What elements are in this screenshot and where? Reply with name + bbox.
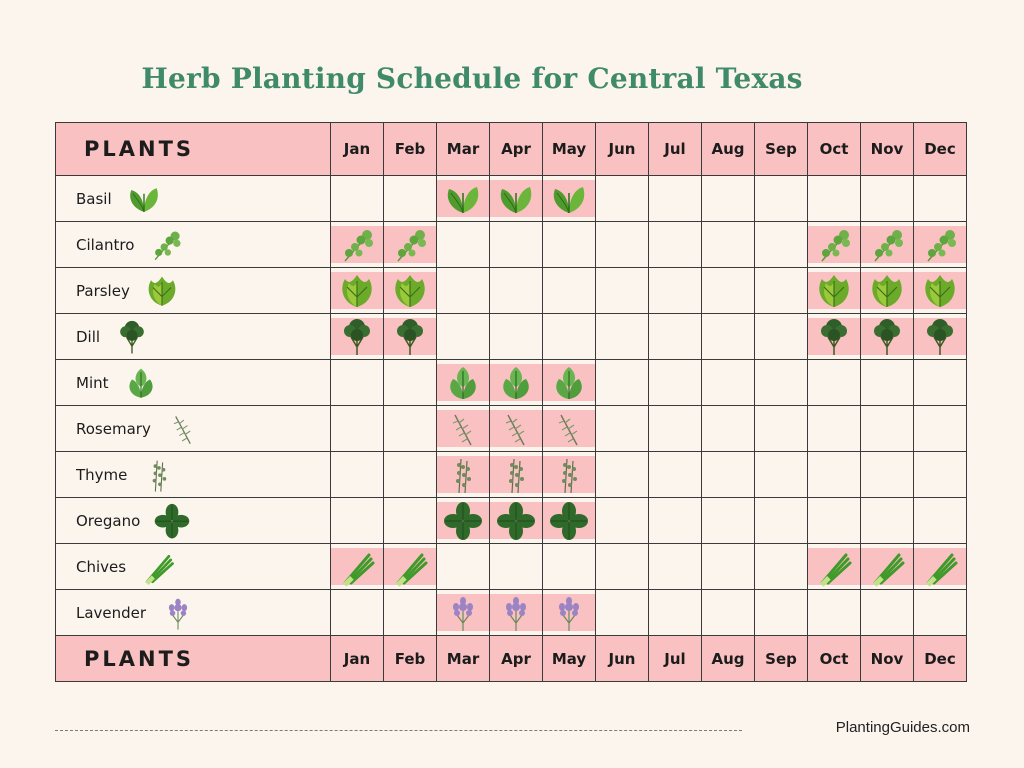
footer-row-month-sep: Sep [755, 636, 808, 682]
month-cell-sep [755, 176, 808, 222]
month-cell-jun [596, 590, 649, 636]
footer-row-month-apr: Apr [490, 636, 543, 682]
month-cell-dec [914, 176, 967, 222]
month-cell-aug [702, 268, 755, 314]
month-cell-dec [914, 452, 967, 498]
month-cell-dec [914, 498, 967, 544]
chives-icon [138, 549, 178, 585]
month-cell-dec [914, 544, 967, 590]
month-cell-apr [490, 222, 543, 268]
plant-cell [56, 544, 331, 590]
month-cell-sep [755, 268, 808, 314]
parsley-icon [142, 273, 182, 309]
month-cell-jan [331, 590, 384, 636]
month-cell-jan [331, 452, 384, 498]
month-cell-may [543, 222, 596, 268]
header-row-month-mar: Mar [437, 123, 490, 176]
month-cell-may [543, 544, 596, 590]
header-row-month-oct: Oct [808, 123, 861, 176]
plant-cell [56, 314, 331, 360]
month-cell-jul [649, 406, 702, 452]
month-cell-jul [649, 176, 702, 222]
footer-row-month-jul: Jul [649, 636, 702, 682]
plant-cell [56, 590, 331, 636]
month-cell-jan [331, 544, 384, 590]
month-cell-aug [702, 176, 755, 222]
header-row-month-nov: Nov [861, 123, 914, 176]
month-cell-jun [596, 498, 649, 544]
month-cell-jul [649, 360, 702, 406]
plant-name: Chives [76, 557, 127, 576]
header-row-month-jul: Jul [649, 123, 702, 176]
month-cell-nov [861, 406, 914, 452]
month-cell-oct [808, 544, 861, 590]
month-cell-aug [702, 452, 755, 498]
month-cell-jan [331, 176, 384, 222]
month-cell-may [543, 406, 596, 452]
cilantro-icon [146, 227, 186, 263]
month-cell-jan [331, 498, 384, 544]
basil-icon [124, 181, 164, 217]
footer-row-plants-label: PLANTS [56, 636, 331, 682]
month-cell-dec [914, 222, 967, 268]
month-cell-mar [437, 498, 490, 544]
month-cell-jan [331, 314, 384, 360]
month-cell-jul [649, 498, 702, 544]
footer-row-month-feb: Feb [384, 636, 437, 682]
month-cell-dec [914, 590, 967, 636]
plant-cell [56, 452, 331, 498]
month-cell-apr [490, 314, 543, 360]
month-cell-may [543, 452, 596, 498]
plant-name: Thyme [76, 465, 128, 484]
month-cell-nov [861, 452, 914, 498]
header-row [56, 123, 967, 176]
month-cell-apr [490, 406, 543, 452]
month-cell-apr [490, 590, 543, 636]
plant-cell [56, 498, 331, 544]
month-cell-jun [596, 544, 649, 590]
mint-icon [121, 365, 161, 401]
month-cell-apr [490, 452, 543, 498]
plant-cell [56, 176, 331, 222]
month-cell-sep [755, 360, 808, 406]
month-cell-jul [649, 452, 702, 498]
month-cell-aug [702, 406, 755, 452]
month-cell-mar [437, 406, 490, 452]
month-cell-feb [384, 590, 437, 636]
plant-name: Basil [76, 189, 112, 208]
month-cell-jun [596, 360, 649, 406]
header-row-month-feb: Feb [384, 123, 437, 176]
plant-row-rosemary [56, 406, 967, 452]
footer-divider [55, 730, 742, 731]
month-cell-sep [755, 452, 808, 498]
month-cell-mar [437, 268, 490, 314]
month-cell-apr [490, 360, 543, 406]
footer-row [56, 636, 967, 682]
month-cell-sep [755, 498, 808, 544]
month-cell-jun [596, 268, 649, 314]
month-cell-feb [384, 176, 437, 222]
plant-name: Cilantro [76, 235, 135, 254]
month-cell-oct [808, 406, 861, 452]
month-cell-nov [861, 314, 914, 360]
month-cell-aug [702, 360, 755, 406]
month-cell-jun [596, 176, 649, 222]
month-cell-may [543, 176, 596, 222]
footer-row-month-mar: Mar [437, 636, 490, 682]
month-cell-dec [914, 314, 967, 360]
month-cell-apr [490, 176, 543, 222]
plant-name: Lavender [76, 603, 147, 622]
month-cell-oct [808, 176, 861, 222]
plant-row-cilantro [56, 222, 967, 268]
footer-row-month-dec: Dec [914, 636, 967, 682]
month-cell-nov [861, 222, 914, 268]
month-cell-mar [437, 314, 490, 360]
month-cell-may [543, 268, 596, 314]
month-cell-aug [702, 222, 755, 268]
month-cell-nov [861, 360, 914, 406]
month-cell-jan [331, 268, 384, 314]
plant-row-mint [56, 360, 967, 406]
month-cell-dec [914, 406, 967, 452]
oregano-icon [152, 503, 192, 539]
month-cell-feb [384, 498, 437, 544]
header-row-plants-label: PLANTS [56, 123, 331, 176]
month-cell-jul [649, 544, 702, 590]
month-cell-aug [702, 314, 755, 360]
plant-row-chives [56, 544, 967, 590]
month-cell-feb [384, 452, 437, 498]
month-cell-feb [384, 268, 437, 314]
dill-icon [112, 319, 152, 355]
footer-site-name: PlantingGuides.com [835, 719, 970, 736]
rosemary-icon [163, 411, 203, 447]
plant-row-dill [56, 314, 967, 360]
month-cell-feb [384, 314, 437, 360]
month-cell-oct [808, 452, 861, 498]
month-cell-may [543, 590, 596, 636]
month-cell-feb [384, 360, 437, 406]
header-row-month-dec: Dec [914, 123, 967, 176]
header-row-month-apr: Apr [490, 123, 543, 176]
plant-row-thyme [56, 452, 967, 498]
month-cell-mar [437, 222, 490, 268]
month-cell-aug [702, 498, 755, 544]
month-cell-sep [755, 544, 808, 590]
month-cell-apr [490, 498, 543, 544]
month-cell-jan [331, 406, 384, 452]
month-cell-aug [702, 590, 755, 636]
month-cell-may [543, 498, 596, 544]
month-cell-mar [437, 544, 490, 590]
plant-name: Parsley [76, 281, 130, 300]
month-cell-nov [861, 498, 914, 544]
month-cell-nov [861, 590, 914, 636]
month-cell-jul [649, 268, 702, 314]
month-cell-nov [861, 176, 914, 222]
lavender-icon [158, 595, 198, 631]
plant-cell [56, 406, 331, 452]
header-row-month-aug: Aug [702, 123, 755, 176]
month-cell-sep [755, 590, 808, 636]
plant-name: Oregano [76, 511, 141, 530]
month-cell-oct [808, 268, 861, 314]
month-cell-jan [331, 222, 384, 268]
planting-schedule-table [55, 122, 967, 682]
month-cell-jun [596, 314, 649, 360]
header-row-month-jan: Jan [331, 123, 384, 176]
month-cell-apr [490, 268, 543, 314]
month-cell-jul [649, 314, 702, 360]
month-cell-feb [384, 544, 437, 590]
month-cell-oct [808, 360, 861, 406]
month-cell-mar [437, 176, 490, 222]
footer-row-month-oct: Oct [808, 636, 861, 682]
month-cell-feb [384, 406, 437, 452]
footer-row-month-jan: Jan [331, 636, 384, 682]
month-cell-oct [808, 590, 861, 636]
header-row-month-may: May [543, 123, 596, 176]
page-title: Herb Planting Schedule for Central Texas [141, 62, 803, 95]
header-row-month-jun: Jun [596, 123, 649, 176]
plant-row-oregano [56, 498, 967, 544]
plant-row-lavender [56, 590, 967, 636]
month-cell-may [543, 360, 596, 406]
footer-row-month-jun: Jun [596, 636, 649, 682]
month-cell-oct [808, 314, 861, 360]
month-cell-jun [596, 452, 649, 498]
plant-row-parsley [56, 268, 967, 314]
plant-row-basil [56, 176, 967, 222]
footer-row-month-aug: Aug [702, 636, 755, 682]
footer-row-month-nov: Nov [861, 636, 914, 682]
month-cell-jun [596, 222, 649, 268]
plant-cell [56, 360, 331, 406]
plant-cell [56, 222, 331, 268]
plant-name: Dill [76, 327, 101, 346]
month-cell-sep [755, 314, 808, 360]
month-cell-sep [755, 222, 808, 268]
month-cell-nov [861, 268, 914, 314]
month-cell-dec [914, 360, 967, 406]
month-cell-sep [755, 406, 808, 452]
month-cell-oct [808, 222, 861, 268]
month-cell-jun [596, 406, 649, 452]
thyme-icon [139, 457, 179, 493]
month-cell-jan [331, 360, 384, 406]
plant-name: Mint [76, 373, 109, 392]
month-cell-oct [808, 498, 861, 544]
month-cell-feb [384, 222, 437, 268]
month-cell-jul [649, 590, 702, 636]
month-cell-may [543, 314, 596, 360]
month-cell-nov [861, 544, 914, 590]
month-cell-aug [702, 544, 755, 590]
plant-cell [56, 268, 331, 314]
month-cell-apr [490, 544, 543, 590]
plant-name: Rosemary [76, 419, 151, 438]
month-cell-mar [437, 452, 490, 498]
month-cell-mar [437, 590, 490, 636]
month-cell-dec [914, 268, 967, 314]
month-cell-mar [437, 360, 490, 406]
footer-row-month-may: May [543, 636, 596, 682]
header-row-month-sep: Sep [755, 123, 808, 176]
month-cell-jul [649, 222, 702, 268]
